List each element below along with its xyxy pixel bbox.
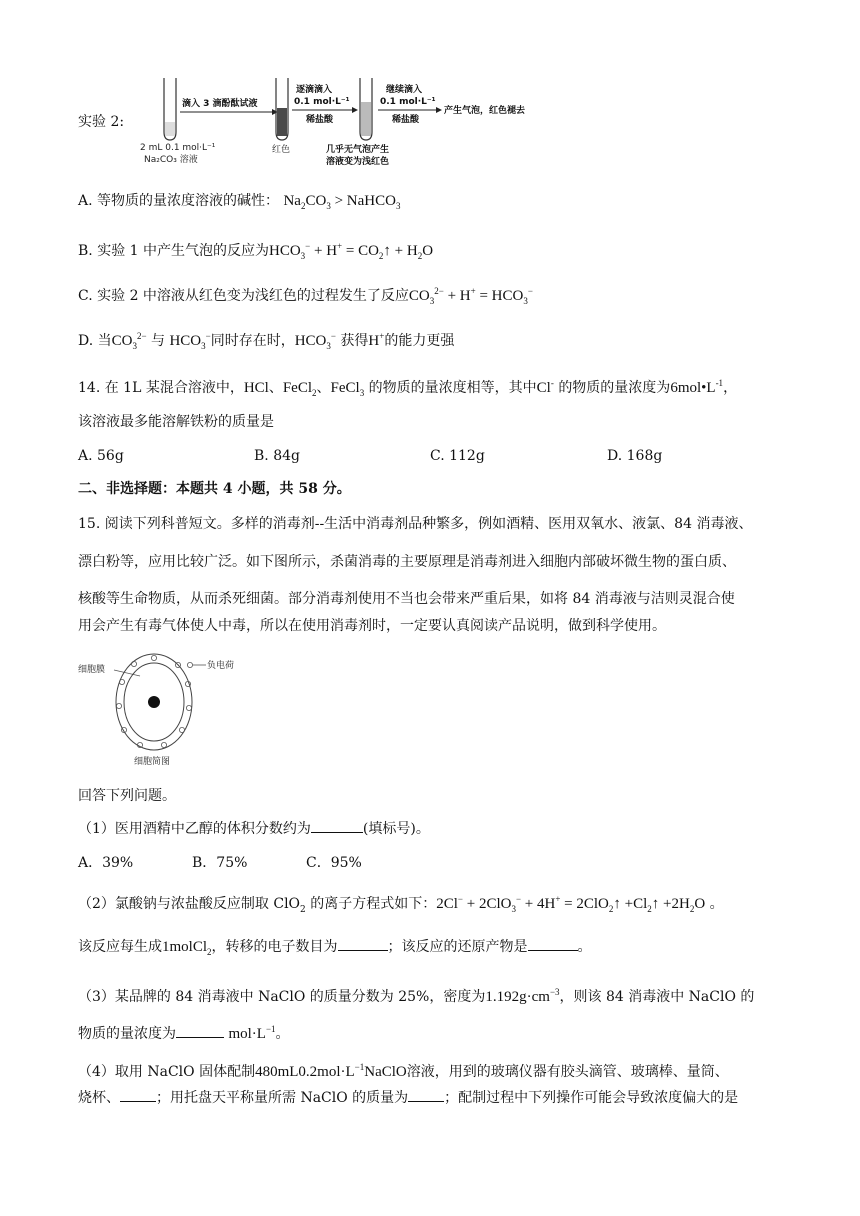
q15-part-1-text: （1）医用酒精中乙醇的体积分数约为 bbox=[78, 821, 311, 837]
q15-part-2-text-b: 的离子方程式如下： bbox=[305, 896, 437, 912]
step3-label-2: 0.1 mol·L⁻¹ bbox=[380, 97, 436, 107]
option-a bbox=[78, 191, 400, 216]
q14-choice-c: C. 112g bbox=[430, 448, 485, 464]
step1-label: 滴入 3 滴酚酞试液 bbox=[182, 99, 258, 109]
option-b bbox=[78, 236, 433, 266]
q15-part-4-text-b: 溶液，用到的玻璃仪器有胶头滴管、玻璃棒、量筒、 bbox=[406, 1064, 729, 1080]
q15-line-3: 核酸等生命物质，从而杀死细菌。部分消毒剂使用不当也会带来严重后果，如将 84 消毒液与洁则灵混合使 bbox=[78, 591, 735, 607]
answer-blank[interactable] bbox=[311, 818, 363, 833]
q15-part-4-line-2 bbox=[78, 1087, 738, 1108]
q15-line-4: 用会产生有毒气体使人中毒，所以在使用消毒剂时，一定要认真阅读产品说明，做到科学使用。 bbox=[78, 618, 666, 634]
q15-part-2-line2-b: ，转移的电子数目为 bbox=[211, 939, 338, 955]
tube2-label: 红色 bbox=[272, 145, 291, 155]
step2-label-1: 逐滴滴入 bbox=[296, 85, 333, 95]
answer-blank[interactable] bbox=[408, 1087, 444, 1102]
q15-part-4-line2-a: 烧杯、 bbox=[78, 1090, 120, 1106]
q15-line-1: 15. 阅读下列科普短文。多样的消毒剂--生活中消毒剂品种繁多，例如酒精、医用双氧水、液氯、84 消毒液、 bbox=[78, 516, 753, 532]
q15-p1-choice-a: A．39% bbox=[78, 855, 134, 871]
q15-part-4-line2-b: ；用托盘天平称量所需 NaClO 的质量为 bbox=[156, 1090, 409, 1106]
q15-part-3-line2-a: 物质的量浓度为 bbox=[78, 1026, 176, 1042]
answer-blank[interactable] bbox=[338, 936, 388, 951]
q15-part-3-text-b: ，则该 84 消毒液中 NaClO 的 bbox=[559, 989, 755, 1005]
q15-part-4-line2-c: ；配制过程中下列操作可能会导致浓度偏大的是 bbox=[444, 1090, 739, 1106]
option-b-formula: $HCO_3^- + H^+$ = $CO_2↑ + H_2O$ bbox=[269, 241, 434, 261]
option-a-text: A. 等物质的量浓度溶液的碱性： bbox=[78, 193, 280, 209]
cell-caption: 细胞简图 bbox=[134, 757, 171, 767]
test-tube-1 bbox=[164, 78, 176, 140]
q15-part-3-text-a: （3）某品牌的 84 消毒液中 NaClO 的质量分数为 25%，密度为 bbox=[78, 989, 486, 1005]
option-c-text: C. 实验 2 中溶液从红色变为浅红色的过程发生了反应 bbox=[78, 288, 409, 304]
q14-text-4: ， bbox=[723, 380, 738, 396]
test-tube-2-red bbox=[276, 78, 288, 140]
answer-prompt: 回答下列问题。 bbox=[78, 788, 176, 804]
q15-part-4: （4）取用 NaClO 固体配制$480mL0.2mol\cdot L^{-1}NaClO$溶液，用到的玻璃仪器有胶头滴管、玻璃棒、量筒、 bbox=[78, 1062, 729, 1080]
experiment-2-diagram bbox=[130, 72, 570, 172]
q14-line-2: 该溶液最多能溶解铁粉的质量是 bbox=[78, 414, 274, 430]
q15-part-4-text-a: （4）取用 NaClO 固体配制 bbox=[78, 1064, 256, 1080]
q15-part-3-line-2: 物质的量浓度为 $mol\cdot L^{-1}$。 bbox=[78, 1024, 290, 1042]
step3-label-1: 继续滴入 bbox=[386, 85, 423, 95]
q15-part-2: （2）氯酸钠与浓盐酸反应制取 ClO$_2$ 的离子方程式如下：2Cl− + 2ClO$_3$− + 4H+ = 2ClO$_2$↑ $+Cl_2↑ +2H_2O$ 。 bbox=[78, 894, 724, 915]
exp2-label: 实验 2: bbox=[78, 114, 125, 130]
tube3-label-1: 几乎无气泡产生 bbox=[326, 145, 390, 155]
option-a-formula: $Na_2CO_3$ > NaHCO$_3$ bbox=[283, 193, 401, 211]
answer-blank[interactable] bbox=[528, 936, 578, 951]
q15-part-1-tail: (填标号)。 bbox=[362, 821, 430, 837]
q15-part-2-equation: 2Cl− + 2ClO$_3$− + 4H+ = 2ClO$_2$↑ $+Cl_2↑ +2H_2O$ bbox=[436, 894, 706, 914]
cell-membrane-label: 细胞膜 bbox=[78, 665, 106, 675]
option-d-text-4: 获得 bbox=[340, 333, 369, 349]
test-tube-3-light-red bbox=[360, 78, 372, 140]
q15-part-2-text-a: （2）氯酸钠与浓盐酸反应制取 ClO bbox=[78, 896, 301, 912]
cell-diagram bbox=[78, 650, 268, 770]
q15-part-3-line2-b: 。 bbox=[275, 1026, 290, 1042]
option-c-formula: $CO_3^{2-} + H^+ = HCO_3^-$ bbox=[408, 286, 533, 306]
tube1-label-1: 2 mL 0.1 mol·L⁻¹ bbox=[140, 143, 216, 153]
q15-part-2-line2-d: 。 bbox=[577, 939, 592, 955]
step2-label-2: 0.1 mol·L⁻¹ bbox=[294, 97, 350, 107]
q14-line-1: 14. 在 1L 某混合溶液中，HCl、FeCl$_2$、FeCl$_3$ 的物质的量浓度相等，其中Cl- 的物质的量浓度为$6mol•L^{-1}$， bbox=[78, 378, 738, 398]
q14-text-1: 14. 在 1L 某混合溶液中， bbox=[78, 380, 244, 396]
negative-charge-label: 负电荷 bbox=[207, 661, 235, 671]
answer-blank[interactable] bbox=[176, 1023, 224, 1038]
answer-blank[interactable] bbox=[120, 1087, 156, 1102]
q14-text-2: 的物质的量浓度相等，其中 bbox=[368, 380, 537, 396]
q15-part-2-line2-c: ；该反应的还原产物是 bbox=[387, 939, 528, 955]
option-d-text-1: D. 当 bbox=[78, 333, 112, 349]
q14-text-3: 的物质的量浓度为 bbox=[558, 380, 671, 396]
q15-p1-choice-b: B．75% bbox=[192, 855, 248, 871]
step2-label-3: 稀盐酸 bbox=[306, 115, 334, 125]
q14-choice-a: A. 56g bbox=[78, 448, 124, 464]
q15-part-3: （3）某品牌的 84 消毒液中 NaClO 的质量分数为 25%，密度为$1.192g\cdot cm^{-3}$，则该 84 消毒液中 NaClO 的 bbox=[78, 987, 755, 1005]
q15-line-2: 漂白粉等，应用比较广泛。如下图所示，杀菌消毒的主要原理是消毒剂进入细胞内部破坏微生物的蛋白质、 bbox=[78, 554, 736, 570]
exp2-result: 产生气泡，红色褪去 bbox=[444, 106, 526, 116]
q15-part-1 bbox=[78, 818, 430, 839]
option-d-text-2: 与 bbox=[151, 333, 166, 349]
option-d: D. 当$CO_3^{2-}$ 与 $HCO_3^-$同时存在时，$HCO_3^-$ 获得H+的能力更强 bbox=[78, 331, 455, 351]
option-d-text-3: 同时存在时， bbox=[210, 333, 295, 349]
q15-p1-choice-c: C．95% bbox=[306, 855, 362, 871]
option-d-text-5: 的能力更强 bbox=[384, 333, 455, 349]
option-c bbox=[78, 281, 533, 311]
q14-choice-d: D. 168g bbox=[607, 448, 663, 464]
step3-label-3: 稀盐酸 bbox=[392, 115, 420, 125]
section-2-title: 二、非选择题：本题共 4 小题，共 58 分。 bbox=[78, 481, 351, 497]
q15-part-2-line-2: 该反应每生成1molCl$_2$，转移的电子数目为 ；该反应的还原产物是 。 bbox=[78, 936, 592, 962]
q15-part-2-line2-a: 该反应每生成 bbox=[78, 939, 162, 955]
q14-choice-b: B. 84g bbox=[254, 448, 300, 464]
option-b-text: B. 实验 1 中产生气泡的反应为 bbox=[78, 243, 269, 259]
tube3-label-2: 溶液变为浅红色 bbox=[326, 157, 390, 167]
tube1-label-2: Na₂CO₃ 溶液 bbox=[144, 155, 198, 165]
